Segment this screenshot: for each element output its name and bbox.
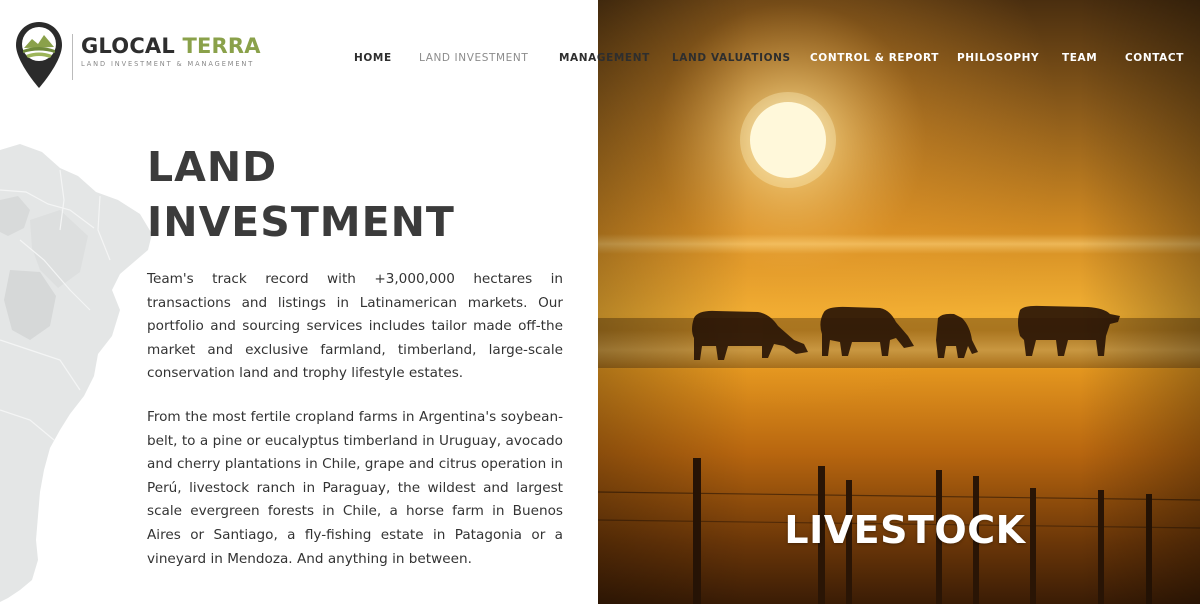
regions-paragraph: From the most fertile cropland farms in Argentina's soybean-belt, to a pine or eucalyptus timberland in Uruguay, avocado and cherry plantations in Chile, grape and citrus operation in Perú, livestock ranch in Paraguay, the wildest and largest scale evergreen forests in Chile, a horse farm in Buenos Aires or Santiago, a fly-fishing estate in Patagonia or a vineyard in Mendoza. And anything in between. (147, 408, 563, 567)
hero-livestock-photo (598, 0, 1200, 604)
nav-item-land-investment[interactable]: LAND INVESTMENT (419, 52, 529, 64)
nav-item-control-report[interactable]: CONTROL & REPORT (810, 52, 940, 64)
logo-word-terra: TERRA (182, 34, 261, 58)
land-investment-section (147, 140, 563, 571)
page-title-line-2: INVESTMENT (147, 198, 455, 246)
nav-item-philosophy[interactable]: PHILOSOPHY (957, 52, 1040, 64)
nav-item-team[interactable]: TEAM (1062, 52, 1098, 64)
nav-item-contact[interactable]: CONTACT (1125, 52, 1184, 64)
nav-item-home[interactable]: HOME (354, 52, 392, 64)
page-title-line-1: LAND (147, 143, 278, 191)
page-title (147, 140, 563, 250)
logo-word-glocal: GLOCAL (81, 34, 175, 58)
nav-item-land-valuations[interactable]: LAND VALUATIONS (672, 52, 791, 64)
main-navigation (0, 52, 1200, 66)
logo-tagline: LAND INVESTMENT & MANAGEMENT (81, 60, 255, 68)
nav-item-management[interactable]: MANAGEMENT (559, 52, 650, 64)
hero-caption: LIVESTOCK (784, 508, 1026, 552)
intro-paragraph: Team's track record with +3,000,000 hectares in transactions and listings in Latinamerican markets. Our portfolio and sourcing services includes tailor made off-the market and exclusive farmland, timberland, large-scale conservation land and trophy lifestyle estates. (147, 271, 563, 382)
